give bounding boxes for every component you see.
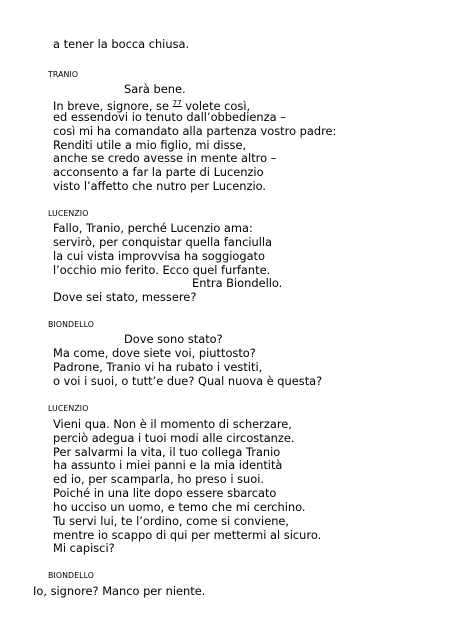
footnote-marker[interactable]: 77	[172, 99, 182, 107]
verse-line: servirò, per conquistar quella fanciulla	[53, 235, 273, 249]
verse-line: Renditi utile a mio figlio, mi disse,	[53, 138, 247, 152]
verse-line: visto l’affetto che nutro per Lucenzio.	[53, 179, 267, 193]
verse-line: Poiché in una lite dopo essere sbarcato	[53, 486, 277, 500]
verse-line: o voi i suoi, o tutt’e due? Qual nuova è questa?	[53, 374, 323, 388]
speaker-name-lucenzio: LUCENZIO	[48, 209, 89, 218]
stage-direction: Entra Biondello.	[192, 276, 283, 290]
speaker-name-biondello: BIONDELLO	[48, 320, 94, 329]
speaker-name-biondello: BIONDELLO	[48, 571, 94, 580]
verse-line: Sarà bene.	[124, 82, 186, 96]
verse-line: l’occhio mio ferito. Ecco quel furfante.	[53, 263, 271, 277]
verse-line: ha assunto i miei panni e la mia identità	[53, 458, 283, 472]
verse-line: mentre io scappo di qui per mettermi al sicuro.	[53, 528, 322, 542]
verse-line: Fallo, Tranio, perché Lucenzio ama:	[53, 221, 253, 235]
verse-line: Ma come, dove siete voi, piuttosto?	[53, 346, 256, 360]
verse-line: Io, signore? Manco per niente.	[33, 584, 206, 598]
verse-line: a tener la bocca chiusa.	[53, 37, 190, 51]
verse-line: Tu servi lui, te l’ordino, come si conviene,	[53, 514, 290, 528]
verse-line: Dove sei stato, messere?	[53, 290, 197, 304]
verse-line: acconsento a far la parte di Lucenzio	[53, 165, 264, 179]
verse-line: la cui vista improvvisa ha soggiogato	[53, 249, 265, 263]
speaker-name-lucenzio: LUCENZIO	[48, 404, 89, 413]
verse-line: Dove sono stato?	[124, 332, 223, 346]
verse-line: anche se credo avesse in mente altro –	[53, 151, 277, 165]
verse-line: perciò adegua i tuoi modi alle circostanze.	[53, 431, 295, 445]
verse-line: ho ucciso un uomo, e temo che mi cerchino.	[53, 500, 306, 514]
verse-line: ed io, per scamparla, ho preso i suoi.	[53, 472, 265, 486]
verse-line: Mi capisci?	[53, 541, 115, 555]
verse-text: volete così,	[185, 99, 251, 113]
verse-line: così mi ha comandato alla partenza vostro padre:	[53, 124, 337, 138]
verse-line: Per salvarmi la vita, il tuo collega Tranio	[53, 445, 281, 459]
verse-line: Padrone, Tranio vi ha rubato i vestiti,	[53, 360, 263, 374]
speaker-name-tranio: TRANIO	[48, 70, 79, 79]
verse-line: Vieni qua. Non è il momento di scherzare,	[53, 417, 292, 431]
verse-line: ed essendovi io tenuto dall’obbedienza –	[53, 110, 286, 124]
verse-text: In breve, signore, se	[53, 99, 170, 113]
